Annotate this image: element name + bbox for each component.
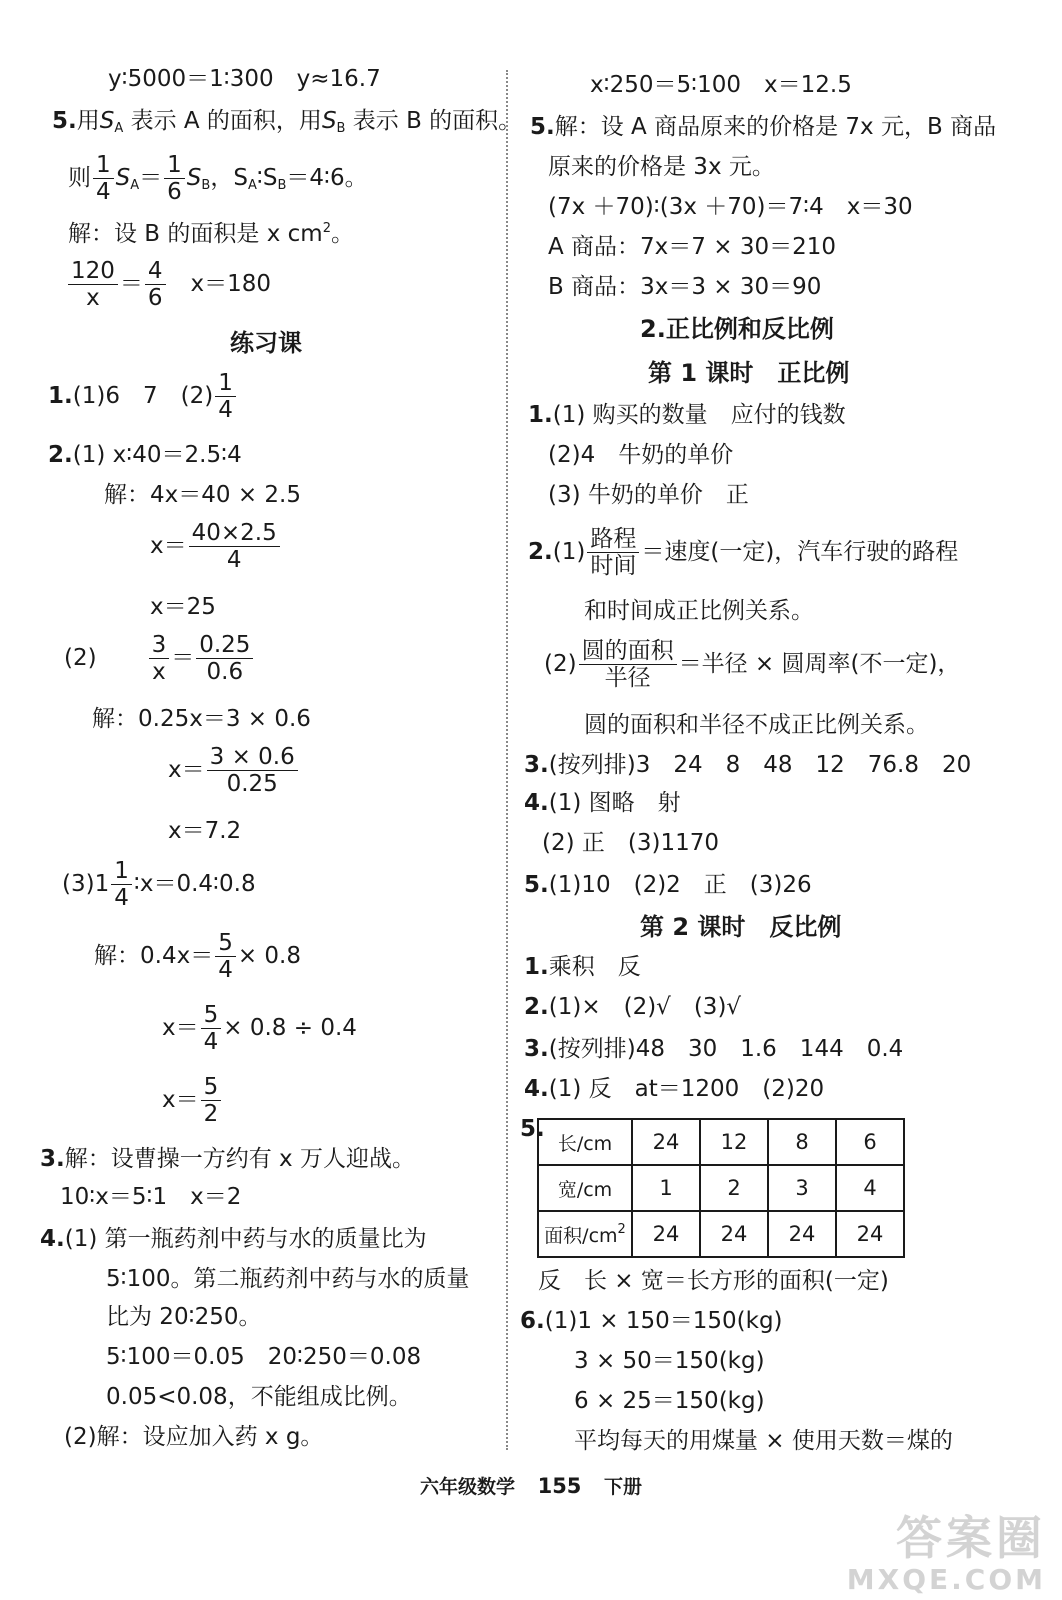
p2-line-2: 解：4x＝40 × 2.5 [104,482,301,508]
z2-line-2: 和时间成正比例关系。 [584,598,814,624]
f4-line: 4.(1) 反 at＝1200 (2)20 [524,1076,825,1102]
fraction: $\frac{\text{圆的面积}}{\text{半径}}$ [579,638,677,691]
p1-line: 1.(1)6 7 (2) $\frac{1}{4}$ [48,370,238,423]
p2-part3: (3)1 $\frac{1}{4}$ ∶x＝0.4∶0.8 [62,858,256,911]
table-row [538,1165,904,1211]
p4-line-1: 4.(1) 第一瓶药剂中药与水的质量比为 [40,1226,427,1252]
p2-line-12: x＝ $\frac{5}{2}$ [162,1074,223,1127]
f6-line-2: 3 × 50＝150(kg) [574,1348,765,1374]
fraction: $\frac{5}{2}$ [201,1074,222,1127]
f3-line: 3.(按列排)48 30 1.6 144 0.4 [524,1036,904,1062]
table-cell: 24 [700,1211,768,1257]
fraction: $\frac{\text{路程}}{\text{时间}}$ [587,526,639,579]
watermark-url: MXQE.COM [846,1563,1046,1596]
z5-line: 5.(1)10 (2)2 正 (3)26 [524,872,812,898]
p2-line-3: x＝ $\frac{40\times 2.5}{4}$ [150,520,282,573]
f1-line: 1.乘积 反 [524,954,641,980]
fraction: $\frac{5}{4}$ [215,930,236,983]
fraction: $\frac{1}{6}$ [164,152,185,205]
p2-line-1: 2.(1) x∶40＝2.5∶4 [48,442,242,468]
right-line-1: x∶250＝5∶100 x＝12.5 [590,72,852,98]
f2-line: 2.(1)× (2)√ (3)√ [524,994,742,1020]
q5-equation: 则 $\frac{1}{4}$ $S_A=$ $\frac{1}{6}$ $S_B$，$S_A∶S_B=4∶6$。 [68,152,368,205]
table-cell: 24 [836,1211,904,1257]
f5-number: 5. [520,1116,545,1142]
table-header-cell: 长/cm [538,1119,632,1165]
f6-line-1: 6.(1)1 × 150＝150(kg) [520,1308,783,1334]
z2-line-1: 2.(1) $\frac{\text{路程}}{\text{时间}}$ ＝速度(一定)，汽车行驶的路程 [528,526,959,579]
fraction: $\frac{4}{6}$ [145,258,166,311]
z2-line-4: 圆的面积和半径不成正比例关系。 [584,712,929,738]
table-header-cell: 宽/cm [538,1165,632,1211]
table-cell: 24 [632,1211,700,1257]
fraction: $\frac{0.25}{0.6}$ [196,632,253,685]
p4-line-6: (2)解：设应加入药 x g。 [64,1424,324,1450]
z1-line-1: 1.(1) 购买的数量 应付的钱数 [528,402,846,428]
p4-line-3: 比为 20∶250。 [106,1304,262,1330]
p2-line-7: x＝ $\frac{3 \times 0.6}{0.25}$ [168,744,300,797]
length-width-area-table [537,1118,905,1258]
z1-line-3: (3) 牛奶的单价 正 [548,482,749,508]
p4-line-5: 0.05<0.08，不能组成比例。 [106,1384,412,1410]
p2-line-4: x＝25 [150,594,216,620]
fraction: $\frac{40\times 2.5}{4}$ [189,520,280,573]
f6-line-3: 6 × 25＝150(kg) [574,1388,765,1414]
page-number: 155 [537,1474,582,1498]
table-cell: 8 [768,1119,836,1165]
table-cell: 24 [632,1119,700,1165]
fraction: $\frac{120}{x}$ [68,258,118,311]
p2-line-10: 解：0.4x＝ $\frac{5}{4}$ × 0.8 [94,930,302,983]
f5-after: 反 长 × 宽＝长方形的面积(一定) [538,1268,889,1294]
table-cell: 4 [836,1165,904,1211]
footer-grade: 六年级数学 [419,1476,515,1498]
p4-line-2: 5∶100。第二瓶药剂中药与水的质量 [106,1266,470,1292]
p2-line-8: x＝7.2 [168,818,242,844]
p3-line-2: 10∶x＝5∶1 x＝2 [60,1184,242,1210]
fraction: $\frac{3}{x}$ [149,632,170,685]
table-row [538,1119,904,1165]
p3-line-1: 3.解：设曹操一方约有 x 万人迎战。 [40,1146,415,1172]
r5-line-4: A 商品：7x＝7 × 30＝210 [548,234,836,260]
p4-line-4: 5∶100＝0.05 20∶250＝0.08 [106,1344,422,1370]
q5-statement: 5.用$S_A$ 表示 A 的面积，用$S_B$ 表示 B 的面积。 [52,108,522,136]
f6-line-4: 平均每天的用煤量 × 使用天数＝煤的 [574,1428,953,1454]
footer-volume: 下册 [604,1476,643,1498]
z2-line-3: (2) $\frac{\text{圆的面积}}{\text{半径}}$ ＝半径 × 圆周率(不一定)， [544,638,961,691]
fraction: $\frac{1}{4}$ [93,152,114,205]
table-cell: 6 [836,1119,904,1165]
z4-line-2: (2) 正 (3)1170 [542,830,720,856]
table-cell: 12 [700,1119,768,1165]
lesson-2-title: 第 2 课时 反比例 [640,913,842,941]
lesson-1-title: 第 1 课时 正比例 [648,359,850,387]
page-footer [0,1472,1062,1499]
p2-line-11: x＝ $\frac{5}{4}$ × 0.8 ÷ 0.4 [162,1002,357,1055]
fraction: $\frac{3 \times 0.6}{0.25}$ [207,744,298,797]
fraction: $\frac{1}{4}$ [215,370,236,423]
section-title-proportion: 2.正比例和反比例 [640,315,834,343]
table-row [538,1211,904,1257]
z4-line-1: 4.(1) 图略 射 [524,790,681,816]
z1-line-2: (2)4 牛奶的单价 [548,442,734,468]
table-cell: 24 [768,1211,836,1257]
watermark-logo: 答案圈 [896,1511,1046,1565]
left-line-1: y∶5000＝1∶300 y≈16.7 [108,66,381,92]
r5-line-2: 原来的价格是 3x 元。 [548,154,775,180]
r5-line-3: (7x ＋70)∶(3x ＋70)＝7∶4 x＝30 [548,194,913,220]
watermark [847,1512,1046,1596]
table-cell: 2 [700,1165,768,1211]
p2-line-6: 解：0.25x＝3 × 0.6 [92,706,311,732]
table-cell: 3 [768,1165,836,1211]
r5-line-5: B 商品：3x＝3 × 30＝90 [548,274,822,300]
fraction: $\frac{5}{4}$ [201,1002,222,1055]
r5-line-1: 5.解：设 A 商品原来的价格是 7x 元，B 商品 [530,114,997,140]
fraction: $\frac{1}{4}$ [111,858,132,911]
section-title-lianxi: 练习课 [230,329,302,357]
q5-proportion: $\frac{120}{x}$ ＝ $\frac{4}{6}$ x＝180 [66,258,271,311]
p2-part2: (2) $\frac{3}{x}$ ＝ $\frac{0.25}{0.6}$ [64,632,255,685]
column-divider [506,70,508,1450]
table-header-cell: 面积$/cm^2$ [538,1211,632,1257]
z3-line: 3.(按列排)3 24 8 48 12 76.8 20 [524,752,972,778]
table-cell: 1 [632,1165,700,1211]
q5-solution: 解：设 B 的面积是 x $cm^2$。 [68,221,354,247]
